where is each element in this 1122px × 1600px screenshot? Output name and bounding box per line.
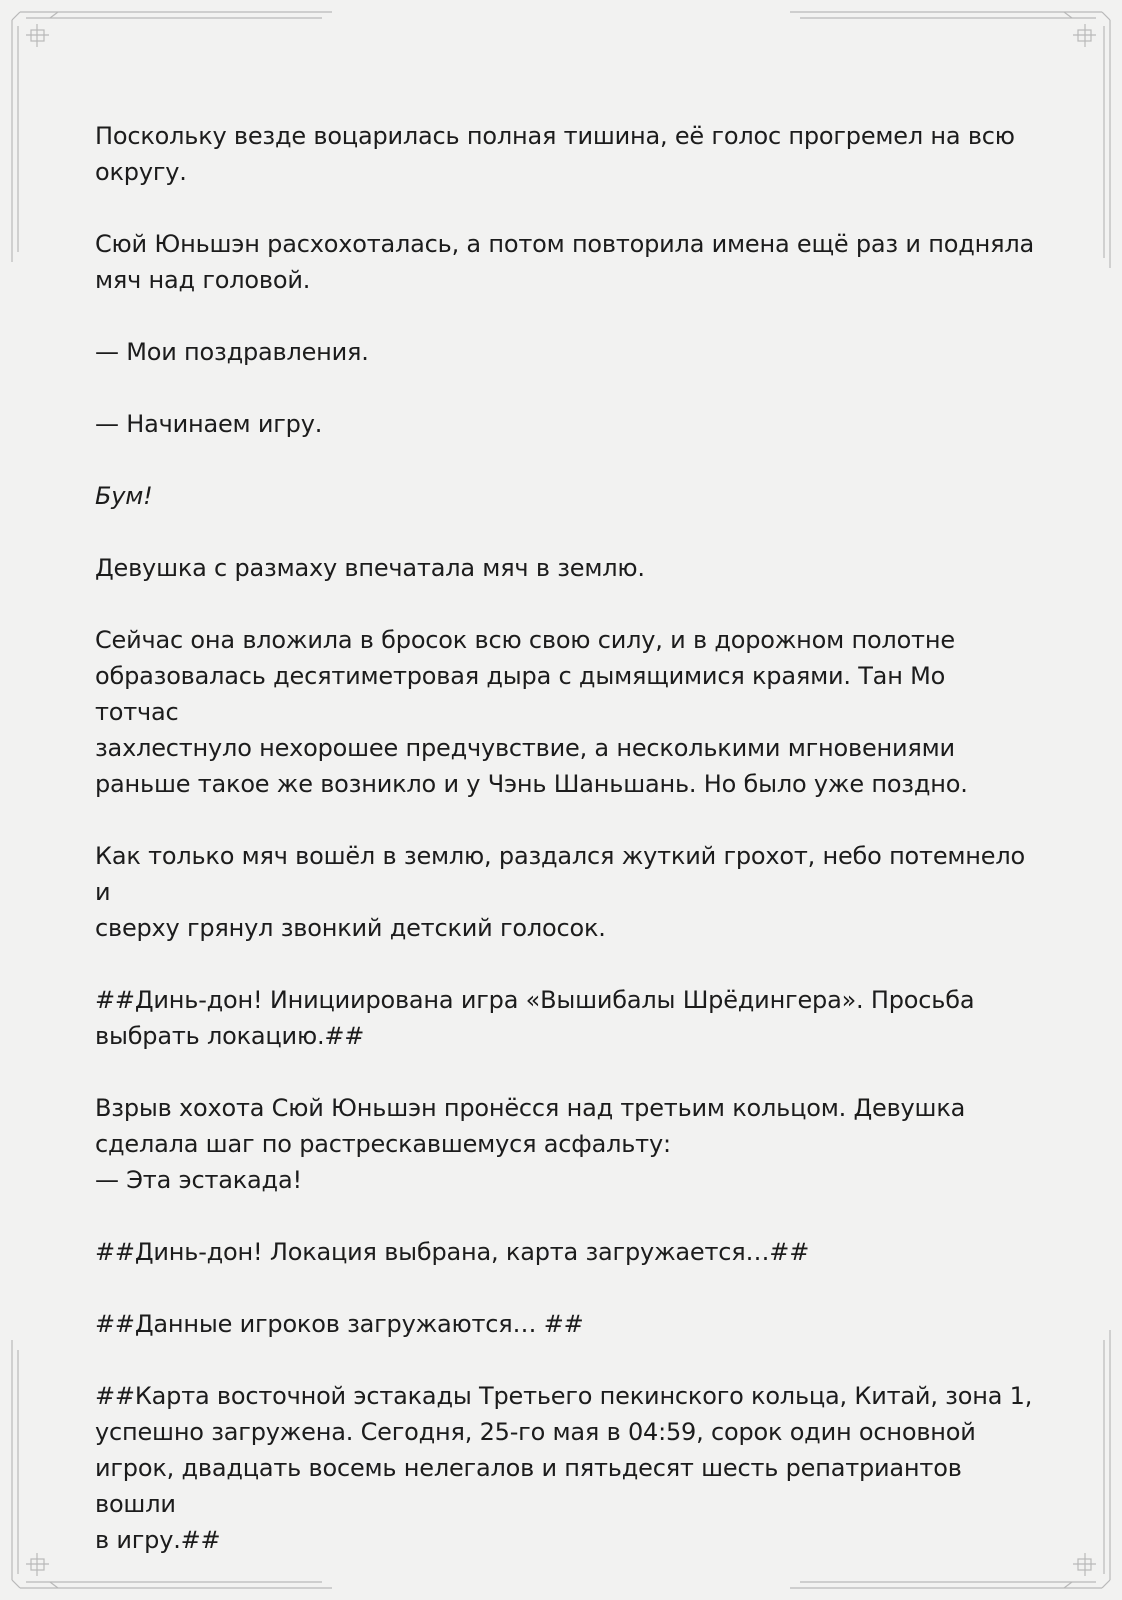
dialogue-line: — Начинаем игру. xyxy=(95,410,323,438)
system-message: ##Динь-дон! Инициирована игра «Вышибалы Шрёдингера». Просьба выбрать локацию.## xyxy=(95,986,975,1050)
paragraph: Взрыв хохота Сюй Юньшэн пронёсся над третьим кольцом. Девушка сделала шаг по растрескавшемуся асфальту: — Эта эстакада! xyxy=(95,1094,966,1194)
dialogue-line: — Мои поздравления. xyxy=(95,338,369,366)
system-message: ##Карта восточной эстакады Третьего пекинского кольца, Китай, зона 1, успешно загружена. Сегодня, 25-го мая в 04:59, сорок один основной игрок, двадцать восемь нелегалов и пятьдесят шесть репатриантов вошли в игру.## xyxy=(95,1382,1033,1554)
system-message: ##Динь-дон! Локация выбрана, карта загружается…## xyxy=(95,1238,810,1266)
paragraph: Сюй Юньшэн расхохоталась, а потом повторила имена ещё раз и подняла мяч над головой. xyxy=(95,230,1034,294)
paragraph: Как только мяч вошёл в землю, раздался жуткий грохот, небо потемнело и сверху грянул звонкий детский голосок. xyxy=(95,842,1025,942)
paragraph: Девушка с размаху впечатала мяч в землю. xyxy=(95,554,645,582)
system-message: ##Данные игроков загружаются… ## xyxy=(95,1310,584,1338)
sound-effect-text: Бум! xyxy=(95,482,153,510)
document-body xyxy=(95,118,1035,1594)
paragraph: Сейчас она вложила в бросок всю свою силу, и в дорожном полотне образовалась десятиметровая дыра с дымящимися краями. Тан Мо тотчас захлестнуло нехорошее предчувствие, а несколькими мгновениями раньше такое же возникло и у Чэнь Шаньшань. Но было уже поздно. xyxy=(95,626,968,798)
paragraph: Поскольку везде воцарилась полная тишина, её голос прогремел на всю округу. xyxy=(95,122,1015,186)
